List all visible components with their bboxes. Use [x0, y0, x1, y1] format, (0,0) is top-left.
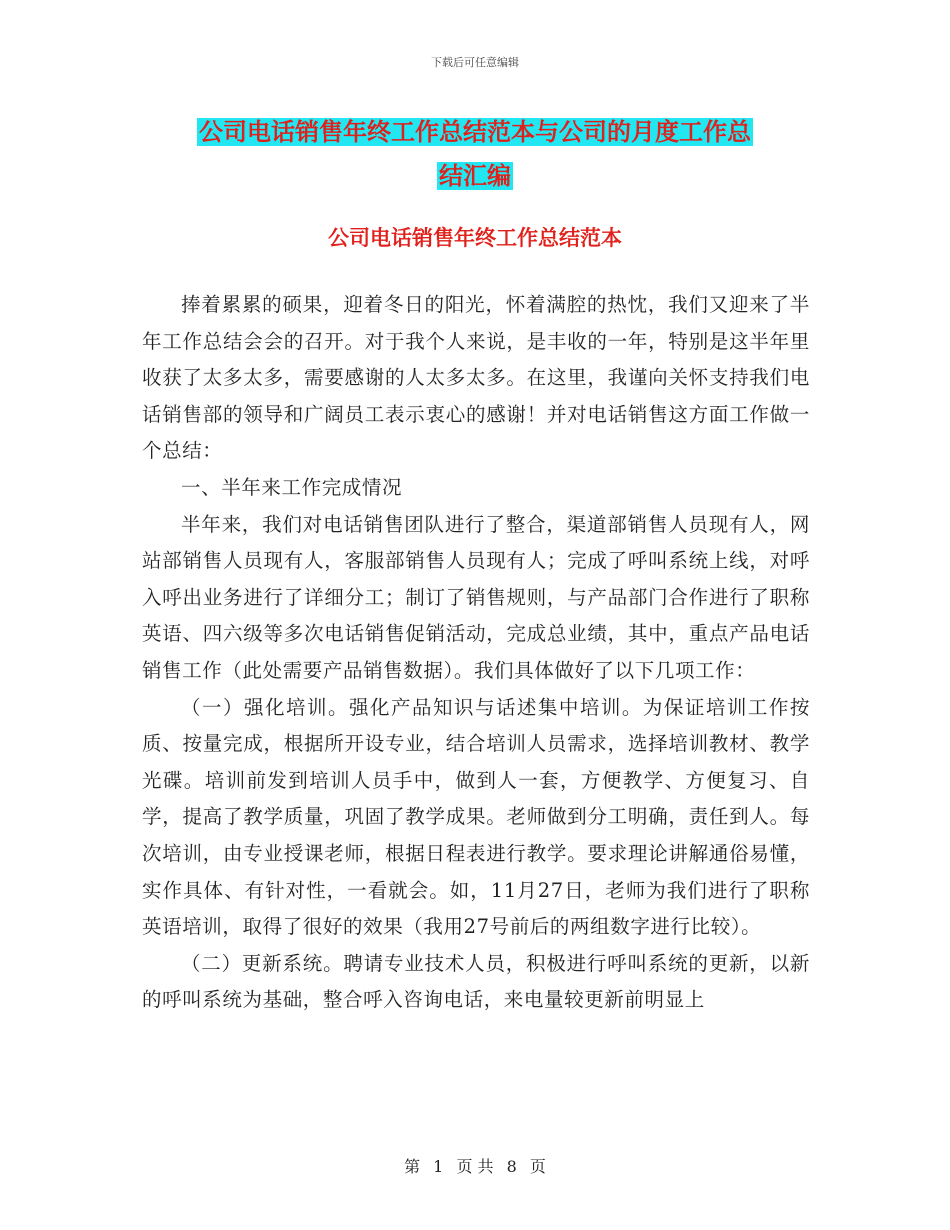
- total-page-count: 8: [506, 1157, 517, 1176]
- paragraph-heading: 一、半年来工作完成情况: [181, 475, 403, 499]
- document-title: [140, 110, 810, 198]
- document-title-line-1: 公司电话销售年终工作总结范本与公司的月度工作总: [199, 118, 751, 146]
- page-footer: [0, 1154, 950, 1177]
- paragraph: （一）强化培训。强化产品知识与话述集中培训。为保证培训工作按质、按量完成，根据所开设专业，结合培训人员需求，选择培训教材、教学光碟。培训前发到培训人员手中，做到人一套，方便教学、方便复习、自学，提高了教学质量，巩固了教学成果。老师做到分工明确，责任到人。每次培训，由专业授课老师，根据日程表进行教学。要求理论讲解通俗易懂，实作具体、有针对性，一看就会。如，11月27日，老师为我们进行了职称英语培训，取得了很好的效果（我用27号前后的两组数字进行比较）。: [142, 695, 810, 939]
- paragraph: （二）更新系统。聘请专业技术人员，积极进行呼叫系统的更新，以新的呼叫系统为基础，整合呼入咨询电话，来电量较更新前明显上: [142, 951, 810, 1012]
- body-text: [142, 287, 810, 1019]
- footer-suffix: 页: [529, 1157, 546, 1176]
- paragraph: 半年来，我们对电话销售团队进行了整合，渠道部销售人员现有人，网站部销售人员现有人，客服部销售人员现有人；完成了呼叫系统上线，对呼入呼出业务进行了详细分工；制订了销售规则，与产品部门合作进行了职称英语、四六级等多次电话销售促销活动，完成总业绩，其中，重点产品电话销售工作（此处需要产品销售数据）。我们具体做好了以下几项工作：: [142, 512, 810, 682]
- paragraph: 捧着累累的硕果，迎着冬日的阳光，怀着满腔的热忱，我们又迎来了半年工作总结会会的召开。对于我个人来说，是丰收的一年，特别是这半年里收获了太多太多，需要感谢的人太多太多。在这里，我谨向关怀支持我们电话销售部的领导和广阔员工表示衷心的感谢！并对电话销售这方面工作做一个总结：: [142, 293, 810, 463]
- footer-prefix: 第: [404, 1157, 421, 1176]
- current-page-number: 1: [433, 1157, 444, 1176]
- document-title-line-2: 结汇编: [439, 162, 511, 190]
- section-title: 公司电话销售年终工作总结范本: [328, 226, 622, 250]
- header-note: 下载后可任意编辑: [431, 56, 519, 69]
- footer-middle: 页 共: [456, 1157, 494, 1176]
